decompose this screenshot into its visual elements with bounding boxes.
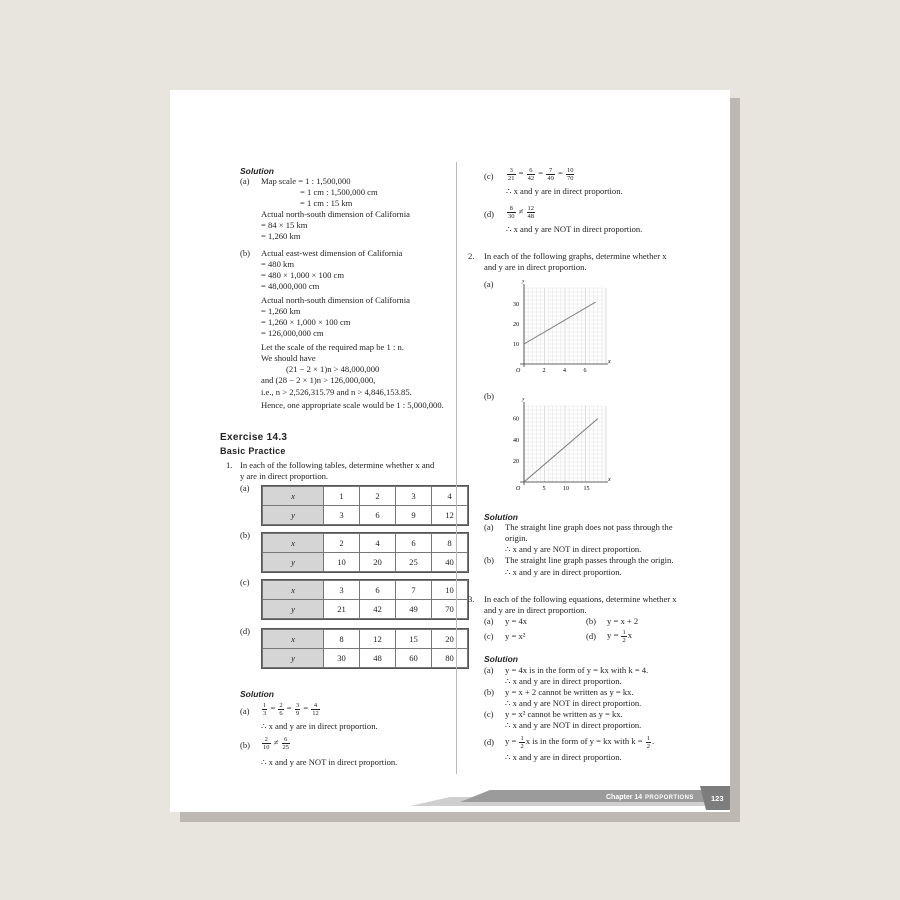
table-cell: 48 <box>360 649 396 668</box>
part-label: (a) <box>240 483 250 493</box>
grid <box>524 406 606 482</box>
tick-label-x: 5 <box>542 486 546 492</box>
footer-title: PROPORTIONS <box>645 795 694 801</box>
text-line: = 84 × 15 km <box>261 220 308 230</box>
text-line: The straight line graph does not pass through the <box>505 522 673 532</box>
part-label: (b) <box>484 555 495 565</box>
table-cell: 2 <box>324 534 360 553</box>
tick-label-x: 15 <box>583 486 590 492</box>
conclusion: ∴ x and y are NOT in direct proportion. <box>505 544 642 554</box>
equation: y = 4x <box>505 616 528 626</box>
conclusion: ∴ x and y are NOT in direct proportion. <box>505 720 642 730</box>
fraction-equation-c: $\frac{3}{21}$ = $\frac{6}{42}$ = $\frac{7}{49}$ = $\frac{10}{70}$ <box>508 166 574 182</box>
section-subtitle: Basic Practice <box>220 446 286 456</box>
text-line: = 1 cm : 15 km <box>300 198 353 208</box>
tick-label-y: 20 <box>513 458 519 465</box>
fraction: $\frac{2}{6}$ <box>279 701 283 717</box>
axis-label-x: x <box>608 359 611 365</box>
fraction: $\frac{10}{70}$ <box>566 166 574 182</box>
text-line: y = 4x is in the form of y = kx with k = 4. <box>505 665 649 675</box>
text-line: origin. <box>505 533 528 543</box>
part-label: (a) <box>240 706 250 716</box>
table-cell: 40 <box>432 553 468 572</box>
text-line: and (28 − 2 × 1)n > 126,000,000, <box>261 375 376 385</box>
graph-a <box>504 280 616 382</box>
part-label: (c) <box>484 171 494 181</box>
text-line: = 480 × 1,000 × 100 cm <box>261 270 345 280</box>
table-cell: 21 <box>324 600 360 619</box>
table-cell: 6 <box>396 534 432 553</box>
fraction-equation-b: $\frac{2}{10}$ ≠ $\frac{6}{25}$ <box>263 735 290 751</box>
table-header: x <box>263 487 324 506</box>
part-label: (a) <box>484 279 494 289</box>
text-line: = 1,260 × 1,000 × 100 cm <box>261 317 351 327</box>
text-line: y = x² cannot be written as y = kx. <box>505 709 623 719</box>
conclusion: ∴ x and y are in direct proportion. <box>505 676 622 686</box>
fraction-equation-d: $\frac{8}{30}$ ≠ $\frac{12}{48}$ <box>508 204 535 220</box>
text-line: = 1,260 km <box>261 231 301 241</box>
axis-label-y: y <box>522 280 525 284</box>
text-line: = 1,260 km <box>261 306 301 316</box>
graph-b <box>504 398 616 500</box>
table-cell: 25 <box>396 553 432 572</box>
solution-heading: Solution <box>240 166 274 176</box>
column-divider <box>456 162 457 774</box>
text-line: Let the scale of the required map be 1 : n. <box>261 342 404 352</box>
equation: y = x² <box>505 631 526 641</box>
solution-heading: Solution <box>484 654 518 664</box>
question-number: 2. <box>468 251 475 261</box>
fraction: $\frac{6}{42}$ <box>527 166 535 182</box>
origin-label: O <box>516 486 521 492</box>
text-line: = 126,000,000 cm <box>261 328 324 338</box>
solution-heading: Solution <box>240 689 274 699</box>
text-line: Hence, one appropriate scale would be 1 : 5,000,000. <box>261 400 444 410</box>
table-header: x <box>263 534 324 553</box>
table-cell: 42 <box>360 600 396 619</box>
part-label: (c) <box>240 577 250 587</box>
table-cell: 20 <box>432 630 468 649</box>
table-header: y <box>263 553 324 572</box>
part-label: (b) <box>240 248 251 258</box>
fraction: $\frac{3}{21}$ <box>508 166 515 182</box>
proportion-table-b <box>262 533 468 572</box>
text-line: Actual north-south dimension of California <box>261 295 410 305</box>
table-cell: 49 <box>396 600 432 619</box>
question-number: 3. <box>468 594 475 604</box>
tick-label-y: 30 <box>513 302 519 308</box>
fraction: $\frac{4}{12}$ <box>312 701 319 717</box>
fraction: $\frac{12}{48}$ <box>527 204 535 220</box>
part-label: (d) <box>484 737 495 747</box>
fraction: $\frac{3}{9}$ <box>295 701 300 717</box>
fraction: $\frac{7}{49}$ <box>547 166 554 182</box>
fraction: $\frac{1}{2}$ <box>622 628 626 644</box>
fraction: $\frac{6}{25}$ <box>282 735 290 751</box>
text-line: (21 − 2 × 1)n > 48,000,000 <box>286 364 380 374</box>
part-label: (a) <box>240 176 250 186</box>
table-cell: 4 <box>432 487 468 506</box>
equation: y = $\frac{1}{2}$ x <box>607 628 632 644</box>
fraction: $\frac{1}{2}$ <box>646 734 650 750</box>
table-cell: 8 <box>324 630 360 649</box>
tick-label-x: 2 <box>542 368 546 374</box>
table-cell: 70 <box>432 600 468 619</box>
conclusion: ∴ x and y are in direct proportion. <box>261 721 378 731</box>
table-cell: 9 <box>396 506 432 525</box>
text-line: and y are in direct proportion. <box>484 605 587 615</box>
tick-label-y: 60 <box>513 416 519 423</box>
axis-label-y: y <box>522 398 525 402</box>
question-number: 1. <box>226 460 233 470</box>
table-cell: 15 <box>396 630 432 649</box>
conclusion: ∴ x and y are in direct proportion. <box>505 752 622 762</box>
table-cell: 12 <box>432 506 468 525</box>
text-line: Actual north-south dimension of California <box>261 209 410 219</box>
part-label: (d) <box>586 631 597 641</box>
axis-label-x: x <box>608 477 611 483</box>
table-header: y <box>263 600 324 619</box>
text-line: In each of the following equations, determine whether x <box>484 594 677 604</box>
table-cell: 8 <box>432 534 468 553</box>
table-cell: 3 <box>324 581 360 600</box>
part-label: (b) <box>484 391 495 401</box>
tick-label-y: 20 <box>513 322 519 328</box>
part-label: (b) <box>586 616 597 626</box>
textbook-page <box>170 90 730 812</box>
tick-label-x: 4 <box>563 368 566 374</box>
part-label: (a) <box>484 665 494 675</box>
proportion-table-d <box>262 629 468 668</box>
fraction: $\frac{8}{30}$ <box>508 204 515 220</box>
table-cell: 30 <box>324 649 360 668</box>
text-line: i.e., n > 2,526,315.79 and n > 4,846,153.85. <box>261 387 412 397</box>
solution-heading: Solution <box>484 512 518 522</box>
graph-line <box>524 302 596 344</box>
table-cell: 2 <box>360 487 396 506</box>
page-number: 123 <box>711 794 724 803</box>
tick-label-x: 6 <box>583 368 587 374</box>
text-line: The straight line graph passes through the origin. <box>505 555 674 565</box>
conclusion: ∴ x and y are in direct proportion. <box>506 186 623 196</box>
table-header: x <box>263 581 324 600</box>
footer-chapter: Chapter 14 <box>606 794 643 801</box>
text-line: y = x + 2 cannot be written as y = kx. <box>505 687 634 697</box>
tick-label-y: 40 <box>513 437 519 444</box>
tick-label-x: 10 <box>563 486 569 492</box>
table-header: x <box>263 630 324 649</box>
conclusion: ∴ x and y are NOT in direct proportion. <box>261 757 398 767</box>
part-label: (a) <box>484 616 494 626</box>
part-label: (b) <box>240 740 251 750</box>
text-line: y = $\frac{1}{2}$ x is in the form of y = kx with k = $\frac{1}{2}$ . <box>505 734 655 750</box>
table-cell: 10 <box>432 581 468 600</box>
proportion-table-c <box>262 580 468 619</box>
part-label: (d) <box>240 626 251 636</box>
table-header: y <box>263 649 324 668</box>
text-line: and y are in direct proportion. <box>484 262 587 272</box>
part-label: (b) <box>484 687 495 697</box>
fraction: $\frac{1}{2}$ <box>520 734 524 750</box>
fraction: $\frac{1}{3}$ <box>263 701 267 717</box>
table-cell: 12 <box>360 630 396 649</box>
table-cell: 7 <box>396 581 432 600</box>
equation: y = x + 2 <box>607 616 639 626</box>
conclusion: ∴ x and y are in direct proportion. <box>505 567 622 577</box>
table-cell: 6 <box>360 581 396 600</box>
table-cell: 80 <box>432 649 468 668</box>
table-cell: 60 <box>396 649 432 668</box>
table-cell: 20 <box>360 553 396 572</box>
grid <box>524 288 606 364</box>
table-cell: 10 <box>324 553 360 572</box>
table-cell: 3 <box>324 506 360 525</box>
table-cell: 1 <box>324 487 360 506</box>
text-line: We should have <box>261 353 316 363</box>
text-line: Map scale = 1 : 1,500,000 <box>261 176 351 186</box>
text-line: y are in direct proportion. <box>240 471 329 481</box>
text-line: Actual east-west dimension of California <box>261 248 403 258</box>
fraction: $\frac{2}{10}$ <box>263 735 270 751</box>
table-cell: 6 <box>360 506 396 525</box>
part-label: (c) <box>484 631 494 641</box>
text-line: In each of the following graphs, determine whether x <box>484 251 667 261</box>
part-label: (c) <box>484 709 494 719</box>
part-label: (b) <box>240 530 251 540</box>
part-label: (a) <box>484 522 494 532</box>
exercise-title: Exercise 14.3 <box>220 432 288 443</box>
conclusion: ∴ x and y are NOT in direct proportion. <box>506 224 643 234</box>
text-line: = 48,000,000 cm <box>261 281 320 291</box>
proportion-table-a <box>262 486 468 525</box>
fraction-equation-a: $\frac{1}{3}$ = $\frac{2}{6}$ = $\frac{3}{9}$ = $\frac{4}{12}$ <box>263 701 319 717</box>
part-label: (d) <box>484 209 495 219</box>
table-cell: 3 <box>396 487 432 506</box>
conclusion: ∴ x and y are NOT in direct proportion. <box>505 698 642 708</box>
text-line: = 480 km <box>261 259 295 269</box>
text-line: = 1 cm : 1,500,000 cm <box>300 187 378 197</box>
origin-label: O <box>516 368 521 374</box>
table-header: y <box>263 506 324 525</box>
table-cell: 4 <box>360 534 396 553</box>
tick-label-y: 10 <box>513 342 519 348</box>
text-line: In each of the following tables, determine whether x and <box>240 460 435 470</box>
